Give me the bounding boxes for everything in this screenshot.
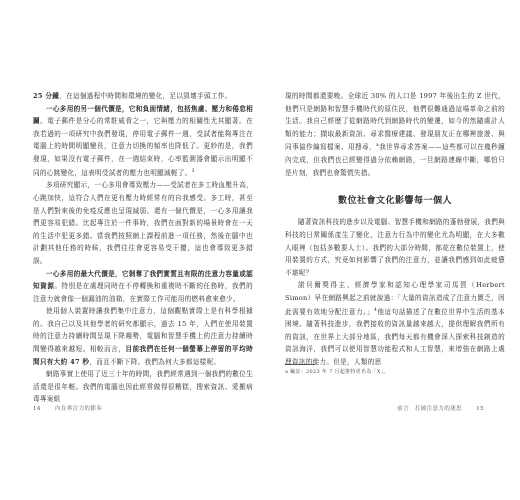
left-footer [33, 404, 102, 412]
bold-text: 目前我們在任何一個螢幕上停留的平均時間只有大約 47 秒 [33, 345, 253, 366]
text-span: ，在這個過程中時間和環境的變化，足以毀壞手頭工作。 [59, 92, 232, 100]
text-span: 。電子郵件是分心的常駐威脅之一，它與壓力的相關性尤其顯著。在我若過的一項研究中我們發現，停用電子郵件一週，受試者能夠專注在電腦上的時間明顯變長，注意力切換的頻率也降低了。更妙的是，我們發現，如果沒有電子郵件，在一週結束時，心率監測器會顯示出明顯不同的心跳變化，這表明受試者的壓力也明顯減輕了。 [33, 117, 253, 177]
text-span: 使用個人裝置時讓我們集中注意力，這個觀點實際上是有科學根據的。我自己以及其他學者的研究都顯示，過去 15 年，人們在使用裝置時的注意力持續時間呈現下降趨勢，電腦和智慧手機上的注意力持續時間變得越來越短。相較而言， [33, 307, 253, 354]
paragraph [33, 368, 253, 406]
text-span: 多項研究顯示，一心多用會導致壓力——受試者在多工時血壓升高，心跳加快，這符合人們在更有壓力時經常有的自我感受。多工時，甚至是人們對來後的免疫反應也呈現減弱。還有一個代價是，一心多用讓我們更容易犯錯。比起專注於一件事時，我們在面對新的場景時會在一天的生活中犯更多錯。當我們按照網上課程前進一項任務，然後在腦中也計劃其他任務的時候，我們往往會更容易受干擾，這也會導致更多錯誤。 [33, 181, 253, 265]
page-number: 15 [476, 406, 484, 412]
bold-text: 一心多用的另一個代價是，它和負面情緒，包括焦慮、壓力和倦怠相關 [33, 104, 253, 126]
text-span: 他這句話描述了在數位世界中生活的基本困境。隨著科技進步，我們接收的資訊量越來越大，提供理解我們所有的資訊，在世界上大部分地區，我們每天都有機會深入探索科技創造的資訊海洋，我們可以使用智慧功能程式和人工智慧，來增強在網路上處理資訊的能力。但是，人類的思 [285, 307, 505, 367]
text-span: 諾貝爾獎得主、經濟學家和認知心理學家司馬賀（Herbert Simon）早在網路興起之前就說過：「大量的資訊造成了注意力匱乏，因此需要有效地分配注意力。」 [285, 281, 505, 316]
paragraph [285, 90, 505, 179]
footnote-divider [285, 364, 315, 365]
footnote: a 編註：2023 年 7 月起推特更名為「X」。 [285, 369, 389, 375]
right-footer [397, 404, 484, 412]
paragraph [285, 279, 505, 368]
section-heading: 數位社會文化影響每一個人 [337, 196, 452, 207]
text-span: 網路事實上使用了近三十年的時間，我們經常遇到一個我們的數位生活還是很年輕。我們的電腦也因此經常做得很糟糕，搜索資訊、愛搬病毒專案組 [33, 370, 253, 404]
paragraph [285, 216, 505, 279]
bold-text: 一心多用的最大代價是，它剝奪了我們實質且有限的注意力容量或認知資源 [33, 269, 253, 291]
page-number: 14 [33, 406, 41, 412]
text-span: 隨著資訊科技的進步以及電腦、智慧手機和網路的蓬勃發展，我們與科技的日常關係產生了變化，注意力行為中的變化尤為明顯，在大多數人眼裡（包括多數要人士）。我們的大部分時間，都花在數位裝置上，使用裝置的方式，究竟如何影響了我們的注意力，並讓我們感到如此疲憊不堪呢？ [285, 218, 505, 277]
text-span: ，而且不斷下降。我們為何大多都這樣呢。 [89, 357, 221, 366]
text-span: 4 [374, 307, 378, 313]
text-span: 。特別是在處理同時在不停轉換和重複時不斷的任務時，我們的注意力就會像一個漏油的油箱，在實際工作可能用的燃料愈來愈少。 [33, 282, 253, 303]
right-page [285, 90, 505, 369]
paragraph [33, 179, 253, 267]
text-span: 我世界尋求答案——這些都可以在幾秒鐘內完成，但我們也已經變得過分依賴網路，一旦網路連線中斷，哪怕只是片刻，我們也會驚慌失措。 [285, 143, 505, 177]
bold-text: 25 分鐘 [33, 92, 60, 100]
running-title: 前言 打破注意力的迷思 [397, 406, 463, 412]
text-span: a [376, 143, 380, 149]
paragraph [33, 268, 253, 306]
paragraph [33, 90, 253, 103]
text-span: 現的時間都還要晚。全球近 30% 的人口是 1997 年後出生的 Z 世代，他們只是網路和智慧手機時代的原住民，他們很難通過這場革命之前的生活。我自己經歷了從網路時代到網路時代的變遷，如今的然隨處計人類的能力；擷取最新資訊、尋求醫療建議、發現朋友正在哪裡旅遊、與同事協作編寫檔案、用搜尋， [285, 92, 505, 152]
text-span: 3 [191, 168, 195, 174]
running-title: 內在專注力的節奏 [54, 406, 103, 412]
paragraph [33, 305, 253, 368]
left-page [33, 90, 253, 406]
paragraph [33, 103, 253, 180]
